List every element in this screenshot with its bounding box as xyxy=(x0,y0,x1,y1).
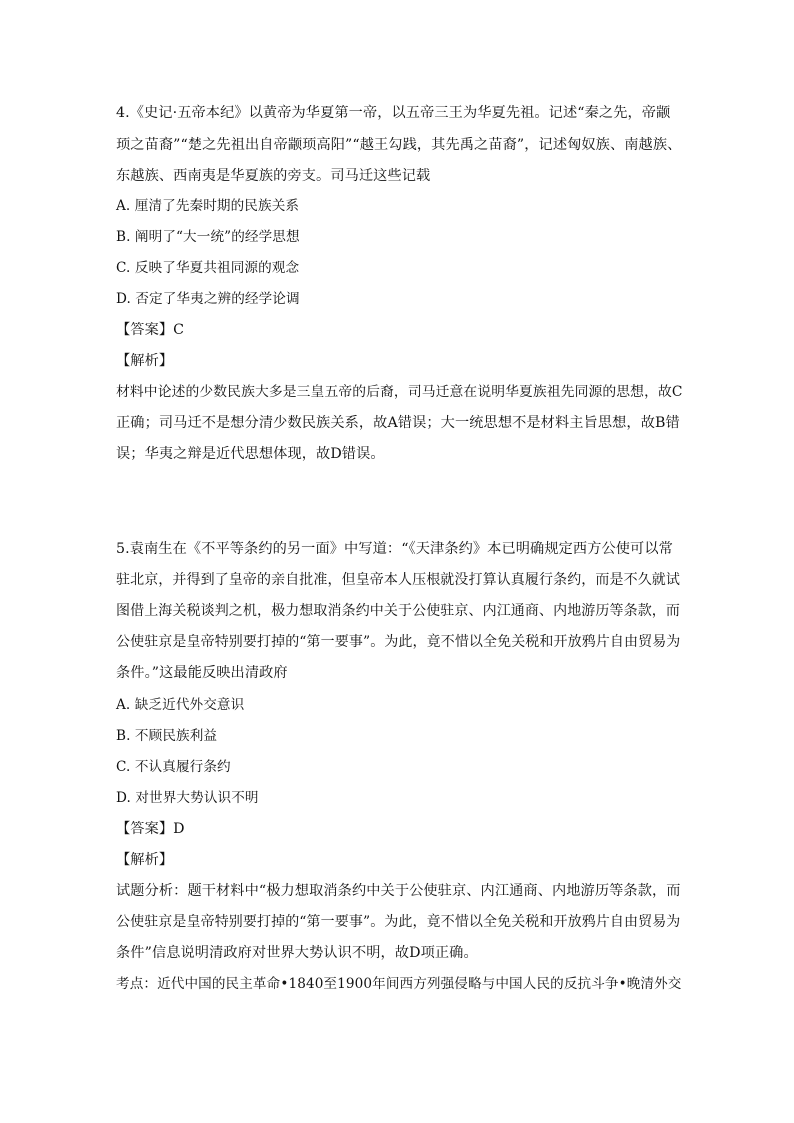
option-a: A. 缺乏近代外交意识 xyxy=(116,697,245,713)
question-4-solution xyxy=(116,321,684,463)
option-d: D. 否定了华夷之辨的经学论调 xyxy=(116,291,300,307)
question-stem-line: 5.袁南生在《不平等条约的另一面》中写道：“《天津条约》本已明确规定西方公使可以常 xyxy=(116,541,673,557)
question-4-options xyxy=(116,197,684,308)
question-5-solution xyxy=(116,820,684,993)
option-c: C. 不认真履行条约 xyxy=(116,759,231,775)
analysis-line: 公使驻京是皇帝特别要打掉的“第一要事”。为此，竟不惜以全免关税和开放鸦片自由贸易为 xyxy=(116,914,681,930)
question-stem-line: 条件。”这最能反映出清政府 xyxy=(116,665,288,681)
option-d: D. 对世界大势认识不明 xyxy=(116,790,259,806)
option-c: C. 反映了华夏共祖同源的观念 xyxy=(116,260,300,276)
option-b: B. 阐明了“大一统”的经学思想 xyxy=(116,229,300,245)
question-stem-line: 驻北京，并得到了皇帝的亲自批准，但皇帝本人压根就没打算认真履行条约，而是不久就试 xyxy=(116,572,680,588)
answer-label: 【答案】C xyxy=(116,322,185,338)
analysis-line: 考点：近代中国的民主革命•1840至1900年间西方列强侵略与中国人民的反抗斗争•晚清外交 xyxy=(116,976,682,992)
question-5-options xyxy=(116,696,684,807)
option-a: A. 厘清了先秦时期的民族关系 xyxy=(116,198,300,214)
analysis-line: 条件”信息说明清政府对世界大势认识不明，故D项正确。 xyxy=(116,945,478,961)
question-stem-line: 图借上海关税谈判之机，极力想取消条约中关于公使驻京、内江通商、内地游历等条款，而 xyxy=(116,603,680,619)
question-5 xyxy=(116,540,684,682)
analysis-line: 误；华夷之辩是近代思想体现，故D错误。 xyxy=(116,446,385,462)
analysis-line: 正确；司马迁不是想分清少数民族关系，故A错误；大一统思想不是材料主旨思想，故B错 xyxy=(116,415,680,431)
question-stem-line: 顼之苗裔”“楚之先祖出自帝颛顼高阳”“越王勾践，其先禹之苗裔”，记述匈奴族、南越族、 xyxy=(116,137,682,153)
question-4 xyxy=(116,104,684,185)
answer-label: 【答案】D xyxy=(116,821,185,837)
analysis-line: 试题分析：题干材料中“极力想取消条约中关于公使驻京、内江通商、内地游历等条款，而 xyxy=(116,883,681,899)
question-stem-line: 东越族、西南夷是华夏族的旁支。司马迁这些记载 xyxy=(116,168,431,184)
option-b: B. 不顾民族利益 xyxy=(116,728,218,744)
analysis-title: 【解析】 xyxy=(116,353,174,369)
analysis-title: 【解析】 xyxy=(116,852,174,868)
question-stem-line: 公使驻京是皇帝特别要打掉的“第一要事”。为此，竟不惜以全免关税和开放鸦片自由贸易为 xyxy=(116,634,681,650)
question-stem-line: 4.《史记·五帝本纪》以黄帝为华夏第一帝，以五帝三王为华夏先祖。记述“秦之先，帝颛 xyxy=(116,105,671,121)
analysis-line: 材料中论述的少数民族大多是三皇五帝的后裔，司马迁意在说明华夏族祖先同源的思想，故C xyxy=(116,384,683,400)
